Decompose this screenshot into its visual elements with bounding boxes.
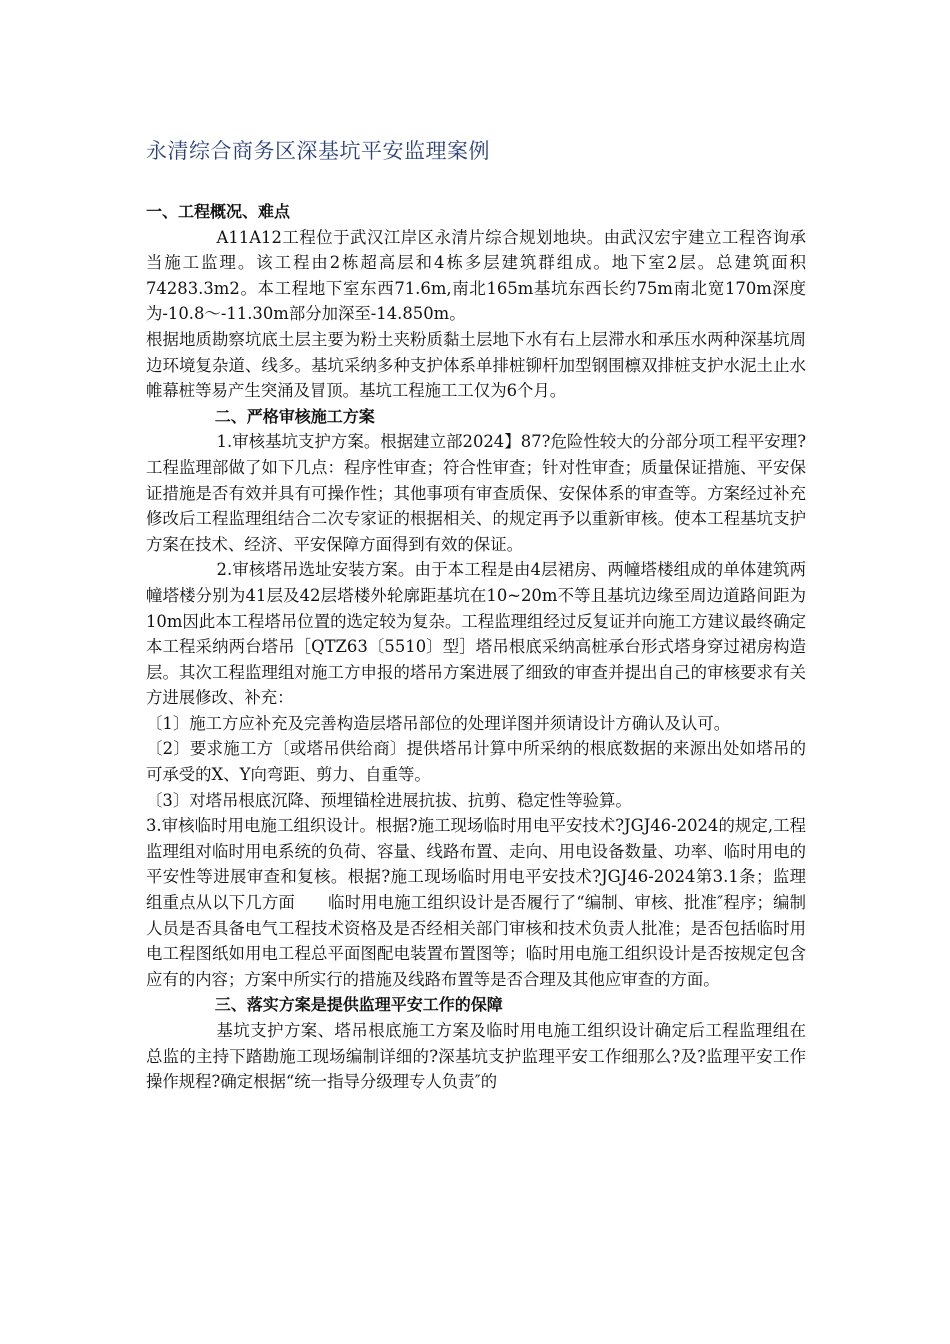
section-heading-implementation: 三、落实方案是提供监理平安工作的保障 (214, 995, 503, 1015)
list-item-crane-3: 〔3〕对塔吊根底沉降、预埋锚栓进展抗拔、抗剪、稳定性等验算。 (146, 790, 632, 810)
document-title: 永清综合商务区深基坑平安监理案例 (146, 139, 490, 163)
paragraph-pit-support-review: 1.审核基坑支护方案。根据建立部2024】87?危险性较大的分部分项工程平安理?工程监理部做了如下几点：程序性审查；符合性审查；针对性审查；质量保证措施、平安保证措施是否有效并具有可操作性；其他事项有审查质保、安保体系的审查等。方案经过补充修改后工程监理组结合二次专家证的根据相关、的规定再予以重新审核。使本工程基坑支护方案在技术、经济、平安保障方面得到有效的保证。 (146, 432, 806, 554)
paragraph-project-overview: A11A12工程位于武汉江岸区永清片综合规划地块。由武汉宏宇建立工程咨询承当施工监理。该工程由2栋超高层和4栋多层建筑群组成。地下室2层。总建筑面积74283.3m2。本工程地下室东西71.6m,南北165m基坑东西长约75m南北宽170m深度为-10.8～-11.30m部分加深至-14.850m。 (146, 227, 806, 324)
paragraph-temporary-power: 3.审核临时用电施工组织设计。根据?施工现场临时用电平安技术?JGJ46-2024的规定,工程监理组对临时用电系统的负荷、容量、线路布置、走向、用电设备数量、功率、临时用电的平安性等进展审查和复核。根据?施工现场临时用电平安技术?JGJ46-2024第3.1条；监理组重点从以下几方面 临时用电施工组织设计是否履行了“编制、审核、批准″程序；编制人员是否具备电气工程技术资格及是否经相关部门审核和技术负责人批准；是否包括临时用电工程图纸如用电工程总平面图配电装置布置图等；临时用电施工组织设计是否按规定包含应有的内容；方案中所实行的措施及线路布置等是否合理及其他应审查的方面。 (146, 816, 806, 989)
section-heading-review: 二、严格审核施工方案 (214, 406, 375, 426)
document-body (146, 199, 806, 1095)
section-heading-overview: 一、工程概况、难点 (146, 202, 291, 221)
list-item-crane-2: 〔2〕要求施工方〔或塔吊供给商〕提供塔吊计算中所采纳的根底数据的来源出处如塔吊的可承受的X、Y向弯距、剪力、自重等。 (146, 739, 806, 785)
paragraph-tower-crane-review: 2.审核塔吊选址安装方案。由于本工程是由4层裙房、两幢塔楼组成的单体建筑两幢塔楼分别为41层及42层塔楼外轮廓距基坑在10~20m不等且基坑边缘至周边道路间距为10m因此本工程塔吊位置的选定较为复杂。工程监理组经过反复证并向施工方建议最终确定本工程采纳两台塔吊［QTZ63〔5510〕型］塔吊根底采纳高桩承台形式塔身穿过裙房构造层。其次工程监理组对施工方申报的塔吊方案进展了细致的审查并提出自己的审核要求有关方进展修改、补充： (146, 560, 806, 708)
paragraph-implementation: 基坑支护方案、塔吊根底施工方案及临时用电施工组织设计确定后工程监理组在总监的主持下踏勘施工现场编制详细的?深基坑支护监理平安工作细那么?及?监理平安工作操作规程?确定根据“统一指导分级理专人负责″的 (146, 1021, 806, 1092)
paragraph-geology: 根据地质勘察坑底土层主要为粉土夹粉质黏土层地下水有右上层滞水和承压水两种深基坑周边环境复杂道、线多。基坑采纳多种支护体系单排桩铆杆加型钢围檩双排桩支护水泥土止水帷幕桩等易产生突涌及冒顶。基坑工程施工工仅为6个月。 (146, 329, 806, 401)
list-item-crane-1: 〔1〕施工方应补充及完善构造层塔吊部位的处理详图并须请设计方确认及认可。 (146, 713, 731, 733)
